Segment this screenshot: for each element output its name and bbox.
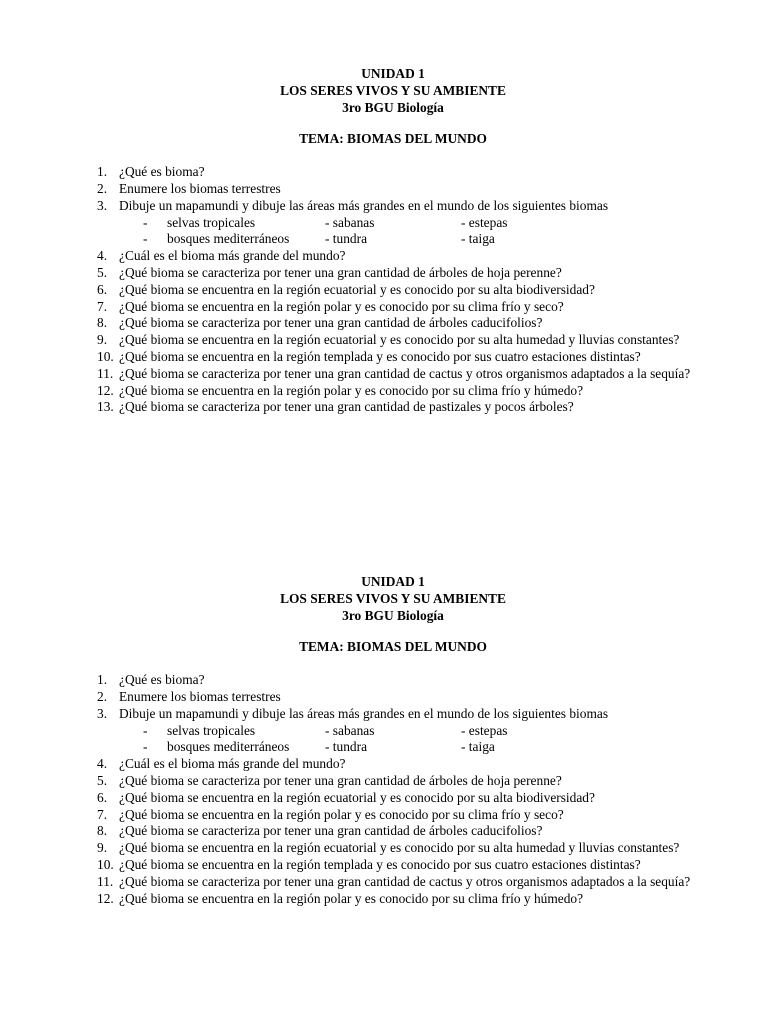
question-item: [97, 857, 713, 874]
question-text: ¿Qué bioma se encuentra en la región polar y es conocido por su clima frío y seco?: [119, 806, 564, 822]
question-item: [97, 265, 713, 282]
question-text: ¿Qué bioma se encuentra en la región ecuatorial y es conocido por su alta biodiversidad?: [119, 789, 595, 805]
question-number: 12.: [97, 382, 114, 398]
question-text: Dibuje un mapamundi y dibuje las áreas más grandes en el mundo de los siguientes biomas: [119, 197, 609, 213]
question-text: Enumere los biomas terrestres: [119, 180, 281, 196]
worksheet-header: [0, 66, 768, 116]
question-item: [97, 756, 713, 773]
question-number: 2.: [97, 688, 108, 704]
question-item: [97, 773, 713, 790]
question-item: [97, 349, 713, 366]
question-number: 3.: [97, 197, 108, 213]
question-number: 6.: [97, 789, 108, 805]
topic-heading: TEMA: BIOMAS DEL MUNDO: [299, 639, 487, 655]
question-text: ¿Qué bioma se caracteriza por tener una gran cantidad de cactus y otros organismos adaptados a la sequía?: [119, 365, 691, 381]
biome-name: - tundra: [325, 739, 368, 755]
question-number: 6.: [97, 281, 108, 297]
biome-item: [461, 215, 581, 232]
question-number: 1.: [97, 672, 108, 688]
question-item: [97, 299, 713, 316]
question-list: [97, 672, 713, 907]
biome-name: bosques mediterráneos: [167, 231, 290, 247]
question-number: 4.: [97, 756, 108, 772]
question-text: ¿Qué bioma se encuentra en la región polar y es conocido por su clima frío y húmedo?: [119, 382, 584, 398]
question-item: [97, 164, 713, 181]
biome-item: [461, 231, 581, 248]
biome-item: [461, 723, 581, 740]
question-item: [97, 315, 713, 332]
question-item: [97, 840, 713, 857]
biome-name: - estepas: [461, 214, 508, 230]
worksheet-header: [0, 574, 768, 624]
question-number: 2.: [97, 180, 108, 196]
question-number: 11.: [97, 873, 114, 889]
question-item: [97, 383, 713, 400]
question-text: ¿Qué es bioma?: [119, 672, 205, 688]
question-text: ¿Qué bioma se caracteriza por tener una gran cantidad de pastizales y pocos árboles?: [119, 399, 574, 415]
question-text: ¿Qué bioma se encuentra en la región ecuatorial y es conocido por su alta humedad y lluvias constantes?: [119, 332, 680, 348]
question-item: [97, 248, 713, 265]
unit-title: LOS SERES VIVOS Y SU AMBIENTE: [280, 590, 506, 606]
biome-item: [119, 215, 325, 232]
question-number: 3.: [97, 705, 108, 721]
biome-item: [119, 231, 325, 248]
question-item: [97, 689, 713, 706]
question-item: [97, 790, 713, 807]
biome-name: - sabanas: [325, 214, 375, 230]
question-item: [97, 672, 713, 689]
question-number: 10.: [97, 856, 114, 872]
biome-item: [325, 215, 461, 232]
question-text: Enumere los biomas terrestres: [119, 688, 281, 704]
unit-heading: UNIDAD 1: [361, 574, 425, 589]
question-text: ¿Cuál es el bioma más grande del mundo?: [119, 248, 346, 264]
biome-name: - taiga: [461, 231, 495, 247]
biome-item: [119, 739, 325, 756]
question-number: 5.: [97, 772, 108, 788]
bullet-dash: -: [143, 722, 148, 738]
question-text: ¿Qué es bioma?: [119, 164, 205, 180]
question-item: [97, 332, 713, 349]
worksheet-1: [97, 66, 713, 416]
biome-item: [119, 723, 325, 740]
biome-item: [325, 739, 461, 756]
biome-name: selvas tropicales: [167, 214, 256, 230]
unit-title: LOS SERES VIVOS Y SU AMBIENTE: [280, 82, 506, 98]
question-text: ¿Qué bioma se caracteriza por tener una gran cantidad de árboles caducifolios?: [119, 315, 543, 331]
question-item: [97, 807, 713, 824]
question-item: [97, 181, 713, 198]
biome-name: selvas tropicales: [167, 722, 256, 738]
question-text: ¿Qué bioma se caracteriza por tener una gran cantidad de cactus y otros organismos adaptados a la sequía?: [119, 873, 691, 889]
question-text: ¿Qué bioma se caracteriza por tener una gran cantidad de árboles caducifolios?: [119, 823, 543, 839]
question-number: 12.: [97, 890, 114, 906]
question-text: ¿Qué bioma se encuentra en la región templada y es conocido por sus cuatro estaciones distintas?: [119, 348, 641, 364]
question-list: [97, 164, 713, 416]
question-text: ¿Qué bioma se encuentra en la región ecuatorial y es conocido por su alta humedad y lluvias constantes?: [119, 840, 680, 856]
biome-name: - tundra: [325, 231, 368, 247]
question-number: 11.: [97, 365, 114, 381]
question-item: [97, 823, 713, 840]
question-text: ¿Qué bioma se caracteriza por tener una gran cantidad de árboles de hoja perenne?: [119, 264, 562, 280]
biome-list: [97, 215, 713, 249]
question-text: ¿Qué bioma se encuentra en la región ecuatorial y es conocido por su alta biodiversidad?: [119, 281, 595, 297]
question-number: 4.: [97, 248, 108, 264]
question-number: 10.: [97, 348, 114, 364]
question-item: [97, 366, 713, 383]
biome-name: - taiga: [461, 739, 495, 755]
biome-item: [325, 723, 461, 740]
question-text: ¿Qué bioma se encuentra en la región templada y es conocido por sus cuatro estaciones distintas?: [119, 856, 641, 872]
question-item: [97, 198, 713, 215]
topic-heading: TEMA: BIOMAS DEL MUNDO: [299, 131, 487, 147]
question-item: [97, 874, 713, 891]
question-number: 1.: [97, 164, 108, 180]
question-number: 9.: [97, 332, 108, 348]
bullet-dash: -: [143, 231, 148, 247]
question-item: [97, 706, 713, 723]
biome-name: - estepas: [461, 722, 508, 738]
question-item: [97, 282, 713, 299]
worksheet-2: [97, 574, 713, 907]
unit-heading: UNIDAD 1: [361, 66, 425, 81]
biome-name: - sabanas: [325, 722, 375, 738]
question-number: 7.: [97, 298, 108, 314]
question-number: 8.: [97, 315, 108, 331]
question-text: Dibuje un mapamundi y dibuje las áreas más grandes en el mundo de los siguientes biomas: [119, 705, 609, 721]
question-number: 8.: [97, 823, 108, 839]
question-text: ¿Qué bioma se encuentra en la región polar y es conocido por su clima frío y seco?: [119, 298, 564, 314]
question-item: [97, 399, 713, 416]
question-number: 7.: [97, 806, 108, 822]
question-item: [97, 891, 713, 908]
biome-name: bosques mediterráneos: [167, 739, 290, 755]
question-number: 9.: [97, 840, 108, 856]
bullet-dash: -: [143, 214, 148, 230]
course-name: 3ro BGU Biología: [342, 99, 444, 115]
question-text: ¿Qué bioma se encuentra en la región polar y es conocido por su clima frío y húmedo?: [119, 890, 584, 906]
bullet-dash: -: [143, 739, 148, 755]
biome-item: [461, 739, 581, 756]
biome-item: [325, 231, 461, 248]
question-number: 5.: [97, 264, 108, 280]
question-number: 13.: [97, 399, 114, 415]
question-text: ¿Qué bioma se caracteriza por tener una gran cantidad de árboles de hoja perenne?: [119, 772, 562, 788]
course-name: 3ro BGU Biología: [342, 607, 444, 623]
biome-list: [97, 723, 713, 757]
question-text: ¿Cuál es el bioma más grande del mundo?: [119, 756, 346, 772]
